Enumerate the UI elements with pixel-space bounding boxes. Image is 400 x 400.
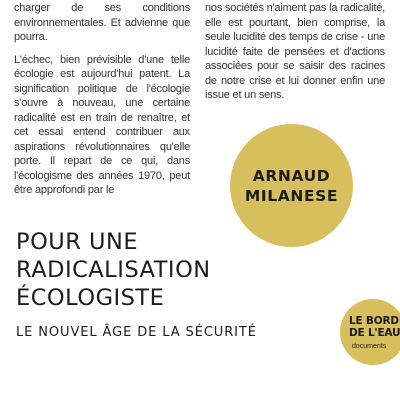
right-paragraph: nos sociétés n'aiment pas la radicalité, elle est pourtant, bien comprise, la seule lucidité des temps de crise - une lucidité faite de pensées et d'actions associées pour se saisir des racines de notre crise et lui donner enfin une issue et un sens. [205, 2, 385, 101]
author-last-name: MILANESE [244, 186, 339, 205]
left-paragraph-main: L'échec, bien prévisible d'une telle écologie est aujourd'hui patent. La signification politique de l'écologie s'ouvre à nouveau, une certaine radicalité est en train de renaître, et cet essai entend contribuer aux aspirations révolutionnaires qu'elle porte. Il repart de ce qui, dans l'écologisme des années 1970, peut être approfondi par le [14, 53, 190, 196]
back-text-right-column [205, 1, 385, 103]
author-badge [230, 124, 353, 247]
publisher-name-line-2: DE L'EAU [349, 327, 400, 339]
publisher-logo [340, 299, 400, 365]
book-subtitle: LE NOUVEL ÂGE DE LA SÉCURITÉ [16, 325, 257, 340]
author-first-name: ARNAUD [252, 166, 331, 185]
book-title [16, 228, 211, 312]
title-line-1: POUR UNE [16, 229, 139, 255]
publisher-name-line-1: LE BORD [349, 315, 399, 327]
publisher-collection: documents [352, 343, 387, 350]
title-line-2: RADICALISATION [16, 257, 211, 283]
back-text-left-column [14, 1, 190, 198]
left-paragraph-top: charger de ses conditions environnementales. Et advienne que pourra. [14, 2, 190, 43]
title-line-3: ÉCOLOGISTE [16, 285, 165, 311]
